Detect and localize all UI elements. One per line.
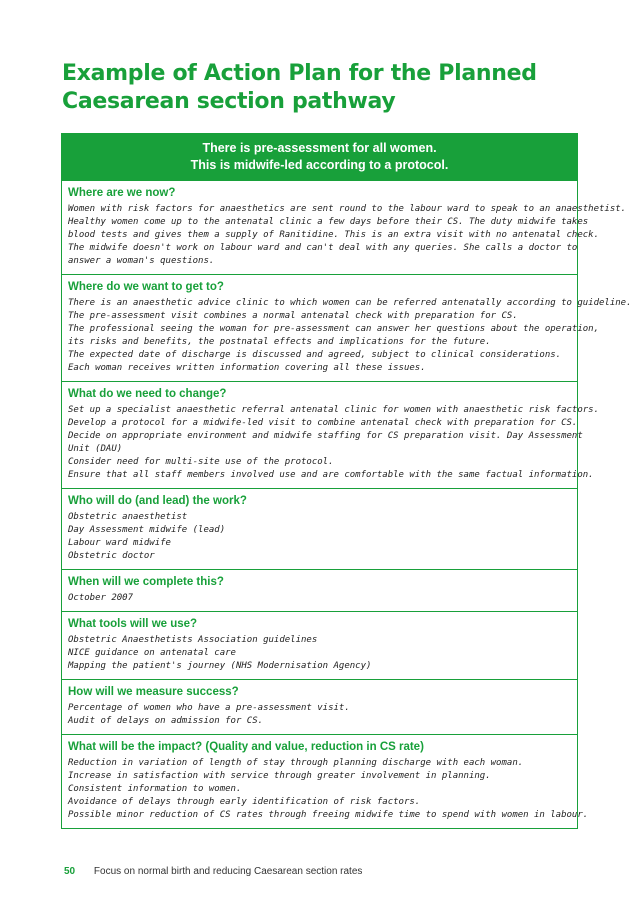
section-text-line: Labour ward midwife bbox=[68, 538, 171, 548]
action-plan-table bbox=[61, 133, 632, 829]
section-text-line: Percentage of women who have a pre-assessment visit. bbox=[68, 703, 350, 713]
section-text-line: Audit of delays on admission for CS. bbox=[68, 716, 264, 726]
section-text-line: its risks and benefits, the postnatal effects and implications for the future. bbox=[68, 337, 491, 347]
section-text-line: NICE guidance on antenatal care bbox=[68, 648, 236, 658]
section-text-line: Day Assessment midwife (lead) bbox=[68, 525, 226, 535]
section-text-line: The expected date of discharge is discussed and agreed, subject to clinical considerations. bbox=[68, 350, 562, 360]
section-heading: Where are we now? bbox=[68, 187, 176, 199]
section-text-line: Ensure that all staff members involved use and are comfortable with the same factual information. bbox=[68, 470, 594, 480]
plan-section bbox=[62, 569, 577, 611]
section-heading: Who will do (and lead) the work? bbox=[68, 495, 247, 507]
section-text-line: There is an anaesthetic advice clinic to which women can be referred antenatally according to guideline. bbox=[68, 298, 632, 308]
section-text-line: Unit (DAU) bbox=[68, 444, 123, 454]
section-text-line: Obstetric Anaesthetists Association guidelines bbox=[68, 635, 318, 645]
section-text-line: answer a woman's questions. bbox=[68, 256, 215, 266]
page-title bbox=[62, 60, 582, 116]
plan-section bbox=[62, 381, 600, 488]
section-heading: What do we need to change? bbox=[68, 388, 227, 400]
section-heading: What tools will we use? bbox=[68, 618, 198, 630]
section-text-line: Healthy women come up to the antenatal clinic a few days before their CS. The duty midwife takes bbox=[68, 217, 589, 227]
banner-line: This is midwife-led according to a protocol. bbox=[190, 158, 449, 172]
section-text-line: Each woman receives written information covering all these issues. bbox=[68, 363, 426, 373]
plan-section bbox=[62, 488, 577, 569]
section-text-line: Develop a protocol for a midwife-led visit to combine antenatal check with preparation for CS. bbox=[68, 418, 578, 428]
section-text-line: Consistent information to women. bbox=[68, 784, 242, 794]
footer-text: Focus on normal birth and reducing Caesarean section rates bbox=[93, 866, 363, 877]
section-text-line: Set up a specialist anaesthetic referral antenatal clinic for women with anaesthetic risk factors. bbox=[68, 405, 600, 415]
section-text-line: Avoidance of delays through early identification of risk factors. bbox=[68, 797, 421, 807]
plan-section bbox=[62, 611, 577, 679]
section-text-line: October 2007 bbox=[68, 593, 134, 603]
section-heading: What will be the impact? (Quality and value, reduction in CS rate) bbox=[68, 741, 424, 753]
banner-line: There is pre-assessment for all women. bbox=[202, 141, 437, 155]
page-footer bbox=[64, 866, 362, 877]
page-title-line: Example of Action Plan for the Planned bbox=[62, 61, 537, 86]
section-text-line: The professional seeing the woman for pre-assessment can answer her questions about the operation, bbox=[68, 324, 600, 334]
section-text-line: Obstetric anaesthetist bbox=[68, 512, 188, 522]
section-text-line: Mapping the patient's journey (NHS Modernisation Agency) bbox=[68, 661, 372, 671]
section-text-line: Consider need for multi-site use of the protocol. bbox=[68, 457, 334, 467]
plan-section bbox=[62, 274, 632, 381]
plan-section bbox=[62, 679, 577, 734]
section-heading: How will we measure success? bbox=[68, 686, 239, 698]
section-text-line: The midwife doesn't work on labour ward and can't deal with any queries. She calls a doctor to bbox=[68, 243, 578, 253]
section-text-line: Decide on appropriate environment and midwife staffing for CS preparation visit. Day Assessment bbox=[68, 431, 583, 441]
summary-banner bbox=[62, 134, 577, 181]
section-text-line: Reduction in variation of length of stay through planning discharge with each woman. bbox=[68, 758, 524, 768]
section-text-line: The pre-assessment visit combines a normal antenatal check with preparation for CS. bbox=[68, 311, 518, 321]
plan-section bbox=[62, 181, 627, 274]
section-text-line: blood tests and gives them a supply of Ranitidine. This is an extra visit with no antenatal check. bbox=[68, 230, 600, 240]
section-text-line: Obstetric doctor bbox=[68, 551, 155, 561]
section-heading: When will we complete this? bbox=[68, 576, 224, 588]
section-text-line: Women with risk factors for anaesthetics are sent round to the labour ward to speak to an anaesthetist. bbox=[68, 204, 627, 214]
plan-section bbox=[62, 734, 589, 828]
section-text-line: Possible minor reduction of CS rates through freeing midwife time to spend with women in labour. bbox=[68, 810, 589, 820]
section-heading: Where do we want to get to? bbox=[68, 281, 224, 293]
section-text-line: Increase in satisfaction with service through greater involvement in planning. bbox=[68, 771, 491, 781]
page-number: 50 bbox=[64, 866, 76, 877]
plan-sections bbox=[62, 181, 632, 828]
page-title-line: Caesarean section pathway bbox=[62, 89, 396, 114]
